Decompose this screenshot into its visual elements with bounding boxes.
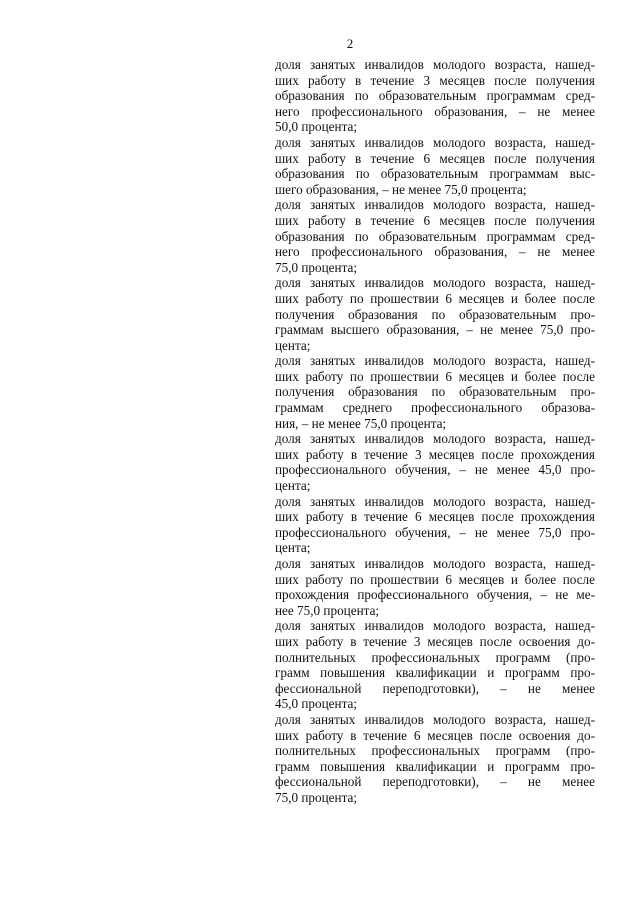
paragraph	[275, 275, 595, 353]
paragraph	[275, 353, 595, 431]
text-line: него профессионального образования, – не менее	[275, 244, 595, 260]
text-line: ших работу в течение 3 месяцев после освоения до-	[275, 633, 595, 649]
text-line: граммам высшего образования, – не менее 75,0 про-	[275, 322, 595, 338]
text-line: доля занятых инвалидов молодого возраста, нашед-	[275, 493, 595, 509]
text-line: доля занятых инвалидов молодого возраста, нашед-	[275, 134, 595, 150]
paragraph	[275, 57, 595, 135]
text-line: ших работу в течение 3 месяцев после прохождения	[275, 446, 595, 462]
paragraph	[275, 618, 595, 712]
text-line: фессиональной переподготовки), – не менее	[275, 774, 595, 790]
text-line: 45,0 процента;	[275, 696, 358, 712]
text-line: доля занятых инвалидов молодого возраста, нашед-	[275, 431, 595, 447]
text-line: ших работу по прошествии 6 месяцев и более после	[275, 571, 595, 587]
paragraph	[275, 197, 595, 275]
text-line: цента;	[275, 337, 311, 353]
document-body	[275, 57, 595, 806]
text-line: 75,0 процента;	[275, 259, 358, 275]
text-line: 75,0 процента;	[275, 789, 358, 805]
text-line: 50,0 процента;	[275, 119, 358, 135]
text-line: граммам среднего профессионального образова-	[275, 400, 595, 416]
text-line: него профессионального образования, – не менее	[275, 103, 595, 119]
text-line: образования по образовательным программам сред-	[275, 88, 595, 104]
text-line: получения образования по образовательным про-	[275, 384, 595, 400]
paragraph	[275, 712, 595, 806]
text-line: ших работу по прошествии 6 месяцев и более после	[275, 290, 595, 306]
text-line: ших работу в течение 6 месяцев после прохождения	[275, 509, 595, 525]
text-line: образования по образовательным программам выс-	[275, 166, 595, 182]
text-line: полнительных профессиональных программ (про-	[275, 649, 595, 665]
text-line: полнительных профессиональных программ (про-	[275, 743, 595, 759]
paragraph	[275, 556, 595, 618]
text-line: шего образования, – не менее 75,0 процента;	[275, 181, 527, 197]
text-line: прохождения профессионального обучения, – не ме-	[275, 587, 595, 603]
paragraph	[275, 494, 595, 556]
text-line: доля занятых инвалидов молодого возраста, нашед-	[275, 353, 595, 369]
text-line: цента;	[275, 540, 311, 556]
text-line: доля занятых инвалидов молодого возраста, нашед-	[275, 57, 595, 72]
text-line: грамм повышения квалификации и программ про-	[275, 665, 595, 681]
text-line: ших работу в течение 6 месяцев после получения	[275, 150, 595, 166]
text-line: образования по образовательным программам сред-	[275, 228, 595, 244]
text-line: получения образования по образовательным про-	[275, 306, 595, 322]
text-line: доля занятых инвалидов молодого возраста, нашед-	[275, 556, 595, 571]
text-line: нее 75,0 процента;	[275, 602, 380, 618]
paragraph	[275, 135, 595, 197]
text-line: грамм повышения квалификации и программ про-	[275, 758, 595, 774]
paragraph	[275, 431, 595, 493]
text-line: доля занятых инвалидов молодого возраста, нашед-	[275, 618, 595, 634]
text-line: профессионального обучения, – не менее 75,0 про-	[275, 524, 595, 540]
text-line: ших работу по прошествии 6 месяцев и более после	[275, 368, 595, 384]
text-line: доля занятых инвалидов молодого возраста, нашед-	[275, 197, 595, 213]
text-line: ших работу в течение 6 месяцев после освоения до-	[275, 727, 595, 743]
text-line: доля занятых инвалидов молодого возраста, нашед-	[275, 275, 595, 291]
text-line: ния, – не менее 75,0 процента;	[275, 415, 447, 431]
text-line: цента;	[275, 478, 311, 494]
text-line: доля занятых инвалидов молодого возраста, нашед-	[275, 711, 595, 727]
page-number: 2	[346, 36, 354, 51]
text-line: ших работу в течение 3 месяцев после получения	[275, 72, 595, 88]
text-line: профессионального обучения, – не менее 45,0 про-	[275, 462, 595, 478]
text-line: фессиональной переподготовки), – не менее	[275, 680, 595, 696]
text-line: ших работу в течение 6 месяцев после получения	[275, 212, 595, 228]
